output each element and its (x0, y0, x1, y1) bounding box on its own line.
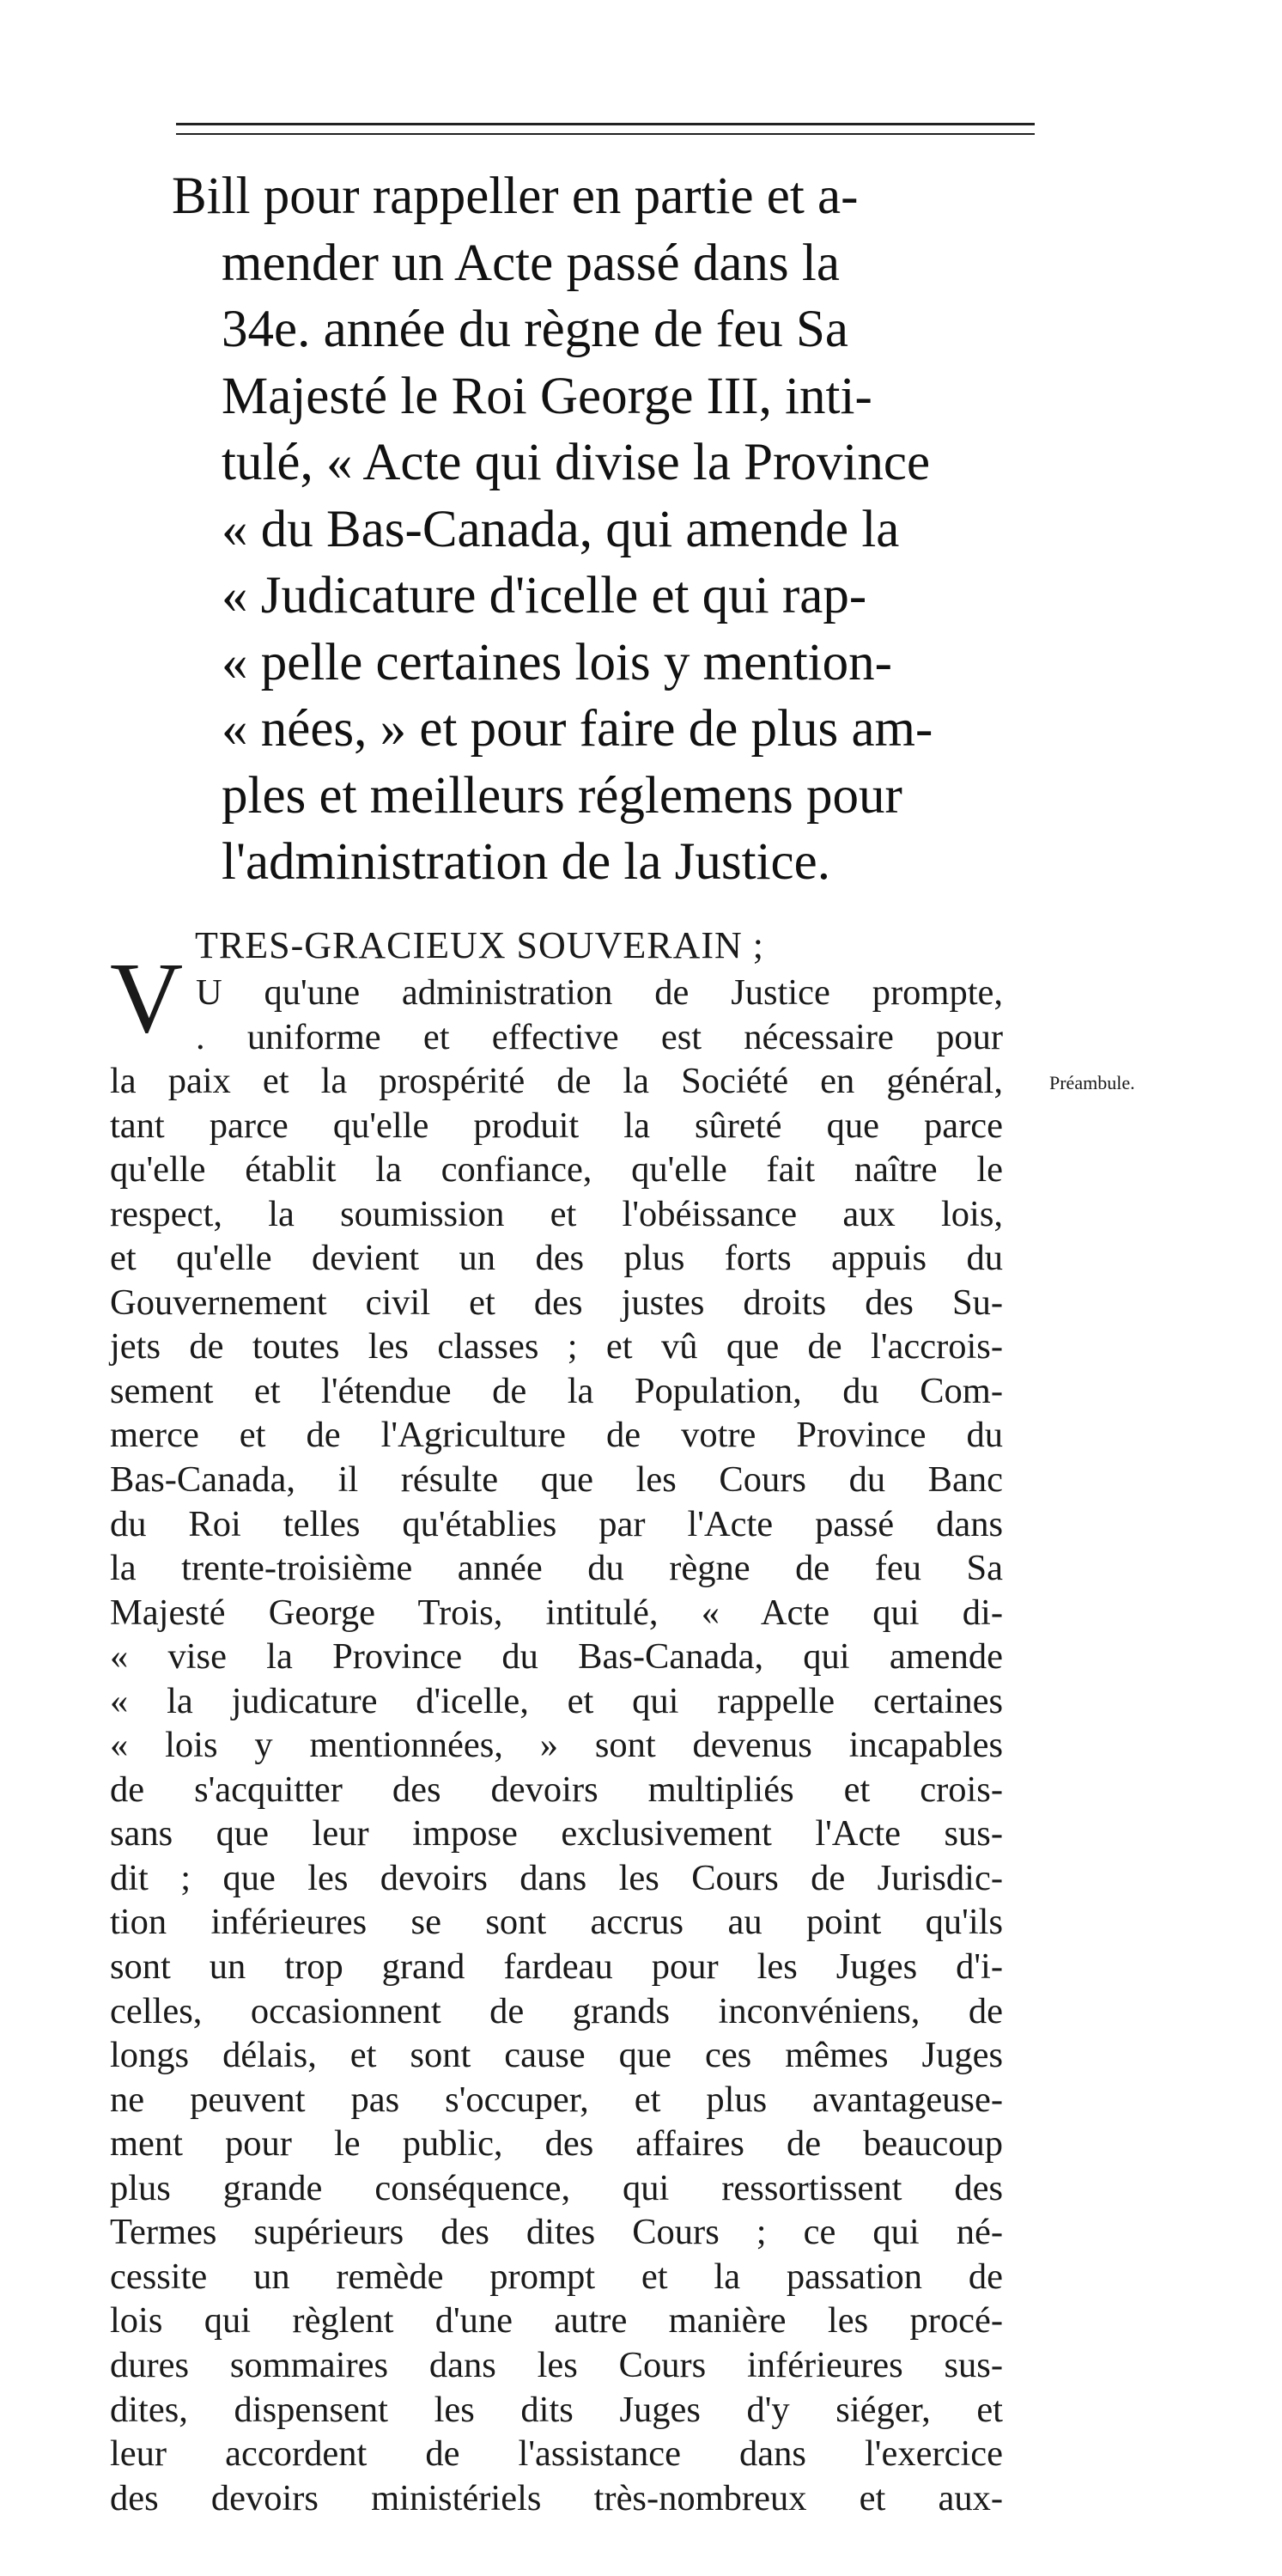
body-line: jets de toutes les classes ; et vû que de l'accrois- (110, 1326, 1003, 1367)
title-line: ples et meilleurs réglemens pour (222, 766, 902, 825)
title-line: Majesté le Roi George III, inti- (222, 367, 872, 425)
body-line: tion inférieures se sont accrus au point qu'ils (110, 1902, 1003, 1943)
body-line: qu'elle établit la confiance, qu'elle fait naître le (110, 1149, 1003, 1191)
body-line: U qu'une administration de Justice prompte, (196, 972, 1003, 1013)
title-line: « Judicature d'icelle et qui rap- (222, 567, 867, 624)
drop-cap-letter: V (110, 941, 184, 1054)
body-line: « la judicature d'icelle, et qui rappelle certaines (110, 1680, 1003, 1721)
title-line: « nées, » et pour faire de plus am- (222, 700, 933, 758)
body-line: « lois y mentionnées, » sont devenus incapables (110, 1725, 1003, 1766)
body-line: longs délais, et sont cause que ces mêmes Juges (110, 2035, 1003, 2076)
body-line: Termes supérieurs des dites Cours ; ce qui né- (110, 2212, 1003, 2253)
body-line: plus grande conséquence, qui ressortissent des (110, 2167, 1003, 2208)
body-line: la paix et la prospérité de la Société en général, (110, 1061, 1003, 1102)
body-line: Majesté George Trois, intitulé, « Acte qui di- (110, 1592, 1003, 1633)
body-line: cessite un remède prompt et la passation de (110, 2256, 1003, 2297)
body-line: du Roi telles qu'établies par l'Acte passé dans (110, 1503, 1003, 1544)
bill-title (172, 163, 1030, 896)
title-line: Bill pour rappeller en partie et a- (172, 167, 859, 225)
body-line: respect, la soumission et l'obéissance aux lois, (110, 1193, 1003, 1234)
body-line: celles, occasionnent de grands inconvéniens, de (110, 1990, 1003, 2031)
title-line: « pelle certaines lois y mention- (222, 633, 892, 691)
body-line: la trente-troisième année du règne de feu Sa (110, 1548, 1003, 1589)
body-line: et qu'elle devient un des plus forts appuis du (110, 1238, 1003, 1279)
body-line: dures sommaires dans les Cours inférieures sus- (110, 2344, 1003, 2385)
body-line: ment pour le public, des affaires de beaucoup (110, 2123, 1003, 2165)
body-line: leur accordent de l'assistance dans l'exercice (110, 2433, 1003, 2475)
body-line: de s'acquitter des devoirs multipliés et crois- (110, 1769, 1003, 1810)
body-line: tant parce qu'elle produit la sûreté que parce (110, 1105, 1003, 1146)
body-line: . uniforme et effective est nécessaire pour (196, 1016, 1003, 1057)
body-line: lois qui règlent d'une autre manière les procé- (110, 2300, 1003, 2342)
title-line: mender un Acte passé dans la (222, 234, 840, 292)
body-line: Gouvernement civil et des justes droits des Su- (110, 1282, 1003, 1323)
body-line: sont un trop grand fardeau pour les Juges d'i- (110, 1946, 1003, 1988)
body-line: merce et de l'Agriculture de votre Province du (110, 1415, 1003, 1456)
salutation-heading: TRES-GRACIEUX SOUVERAIN ; (195, 924, 764, 966)
body-line: Bas-Canada, il résulte que les Cours du Banc (110, 1459, 1003, 1501)
body-line: dites, dispensent les dits Juges d'y siéger, et (110, 2389, 1003, 2430)
body-line: sans que leur impose exclusivement l'Acte sus- (110, 1813, 1003, 1854)
body-line: « vise la Province du Bas-Canada, qui amende (110, 1636, 1003, 1678)
body-line: des devoirs ministériels très-nombreux et aux- (110, 2477, 1003, 2518)
margin-note-preamble: Préambule. (1049, 1072, 1135, 1093)
title-line: tulé, « Acte qui divise la Province (222, 434, 931, 491)
body-line: dit ; que les devoirs dans les Cours de Jurisdic- (110, 1857, 1003, 1898)
title-line: l'administration de la Justice. (222, 833, 830, 891)
title-line: 34e. année du règne de feu Sa (222, 301, 848, 358)
top-rule (176, 123, 1035, 125)
top-rule-thin (176, 133, 1035, 135)
title-line: « du Bas-Canada, qui amende la (222, 500, 900, 558)
preamble-body (110, 971, 1003, 2520)
body-line: ne peuvent pas s'occuper, et plus avantageuse- (110, 2079, 1003, 2120)
body-line: sement et l'étendue de la Population, du Com- (110, 1370, 1003, 1411)
